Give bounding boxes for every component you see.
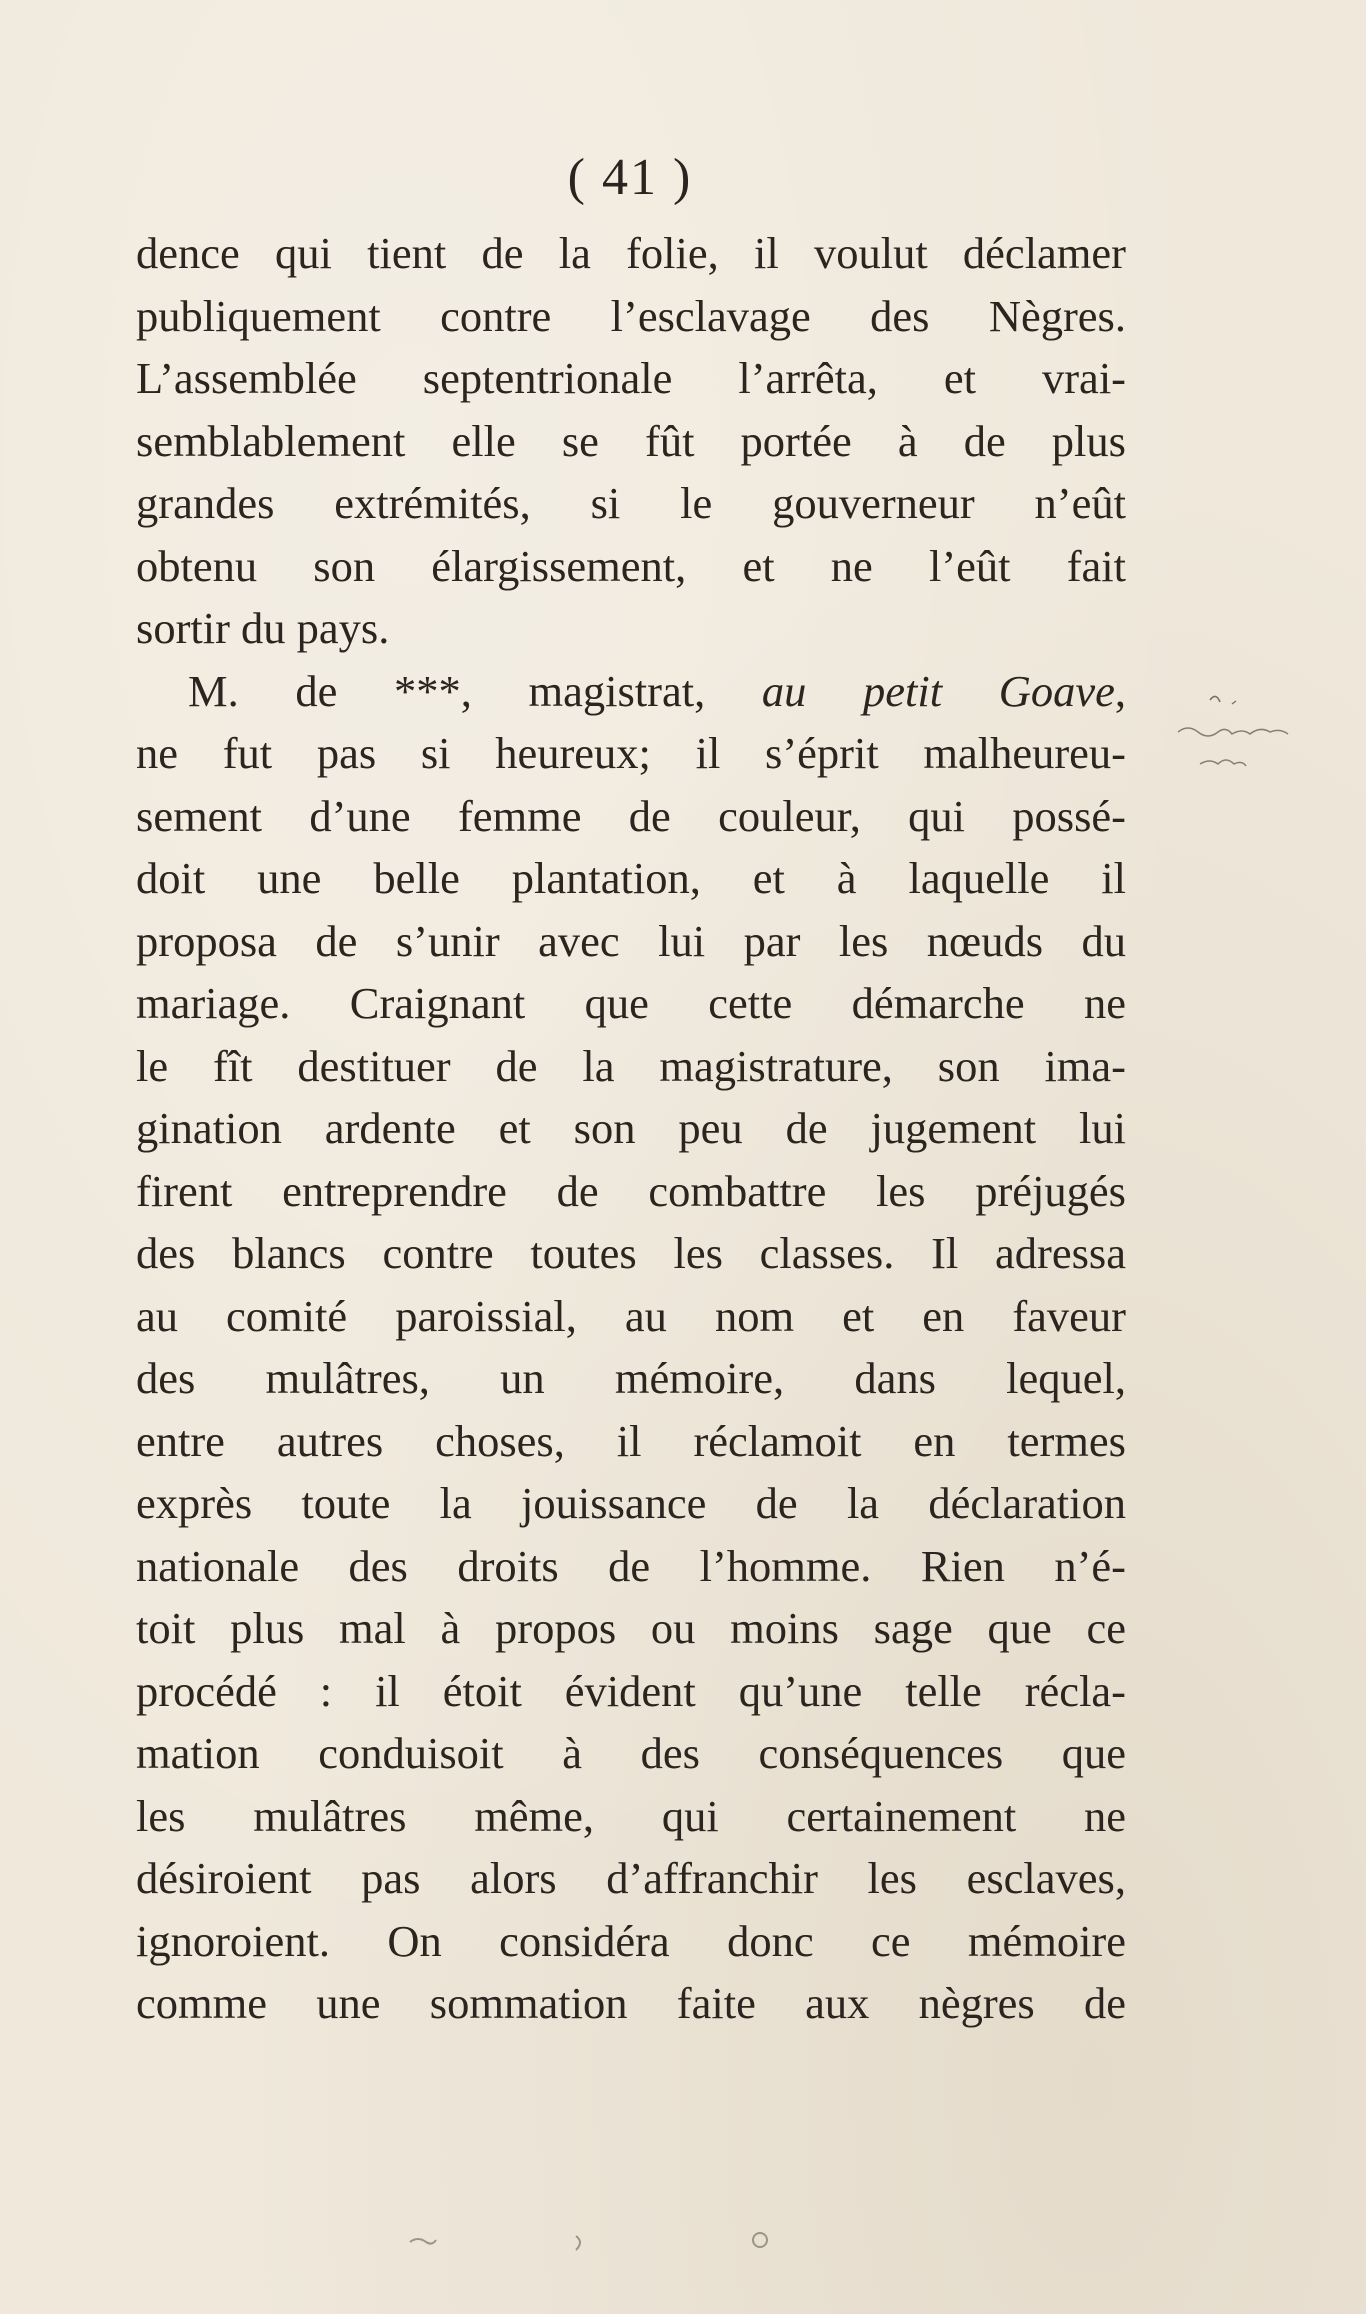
text-line: sement d’une femme de couleur, qui possé- bbox=[136, 790, 1126, 841]
text-segment: , bbox=[1114, 665, 1126, 716]
text-line: exprès toute la jouissance de la déclaration bbox=[136, 1478, 1126, 1528]
text-line: publiquement contre l’esclavage des Nègres. bbox=[136, 290, 1126, 341]
printer-marks bbox=[390, 2220, 790, 2260]
text-line: doit une belle plantation, et à laquelle il bbox=[136, 853, 1126, 903]
text-line: dence qui tient de la folie, il voulut déclamer bbox=[136, 228, 1126, 278]
text-line: mariage. Craignant que cette démarche ne bbox=[136, 978, 1126, 1028]
text-line: des blancs contre toutes les classes. Il adressa bbox=[136, 1228, 1126, 1278]
text-line: des mulâtres, un mémoire, dans lequel, bbox=[136, 1353, 1126, 1403]
paragraph-start-line bbox=[136, 660, 1126, 723]
page-number: ( 41 ) bbox=[567, 149, 693, 206]
body-text bbox=[136, 222, 1126, 2035]
text-line: au comité paroissial, au nom et en faveur bbox=[136, 1290, 1126, 1341]
text-line: ne fut pas si heureux; il s’éprit malheureu- bbox=[136, 728, 1126, 778]
text-line: L’assemblée septentrionale l’arrêta, et vrai- bbox=[136, 353, 1126, 403]
text-line: désiroient pas alors d’affranchir les esclaves, bbox=[136, 1853, 1126, 1903]
text-line: le fît destituer de la magistrature, son ima- bbox=[136, 1040, 1126, 1091]
text-line: grandes extrémités, si le gouverneur n’eût bbox=[136, 478, 1126, 528]
text-line: semblablement elle se fût portée à de plus bbox=[136, 415, 1126, 466]
text-line: procédé : il étoit évident qu’une telle récla- bbox=[136, 1665, 1126, 1716]
paragraph-end-line: sortir du pays. bbox=[136, 603, 390, 653]
text-line: comme une sommation faite aux nègres de bbox=[136, 1978, 1126, 2028]
place-name-italic: au petit Goave bbox=[761, 665, 1115, 716]
text-line: toit plus mal à propos ou moins sage que ce bbox=[136, 1603, 1126, 1653]
text-line: mation conduisoit à des conséquences que bbox=[136, 1728, 1126, 1778]
text-line: obtenu son élargissement, et ne l’eût fait bbox=[136, 540, 1126, 591]
text-line: gination ardente et son peu de jugement lui bbox=[136, 1103, 1126, 1153]
text-line: proposa de s’unir avec lui par les nœuds du bbox=[136, 915, 1126, 966]
text-line: entre autres choses, il réclamoit en termes bbox=[136, 1415, 1126, 1466]
text-line: nationale des droits de l’homme. Rien n’é- bbox=[136, 1540, 1126, 1591]
text-line: firent entreprendre de combattre les préjugés bbox=[136, 1165, 1126, 1216]
text-segment: M. de ***, magistrat, bbox=[188, 665, 706, 716]
text-line: ignoroient. On considéra donc ce mémoire bbox=[136, 1915, 1126, 1966]
handwritten-margin-note bbox=[1170, 688, 1310, 798]
text-line: les mulâtres même, qui certainement ne bbox=[136, 1790, 1126, 1841]
